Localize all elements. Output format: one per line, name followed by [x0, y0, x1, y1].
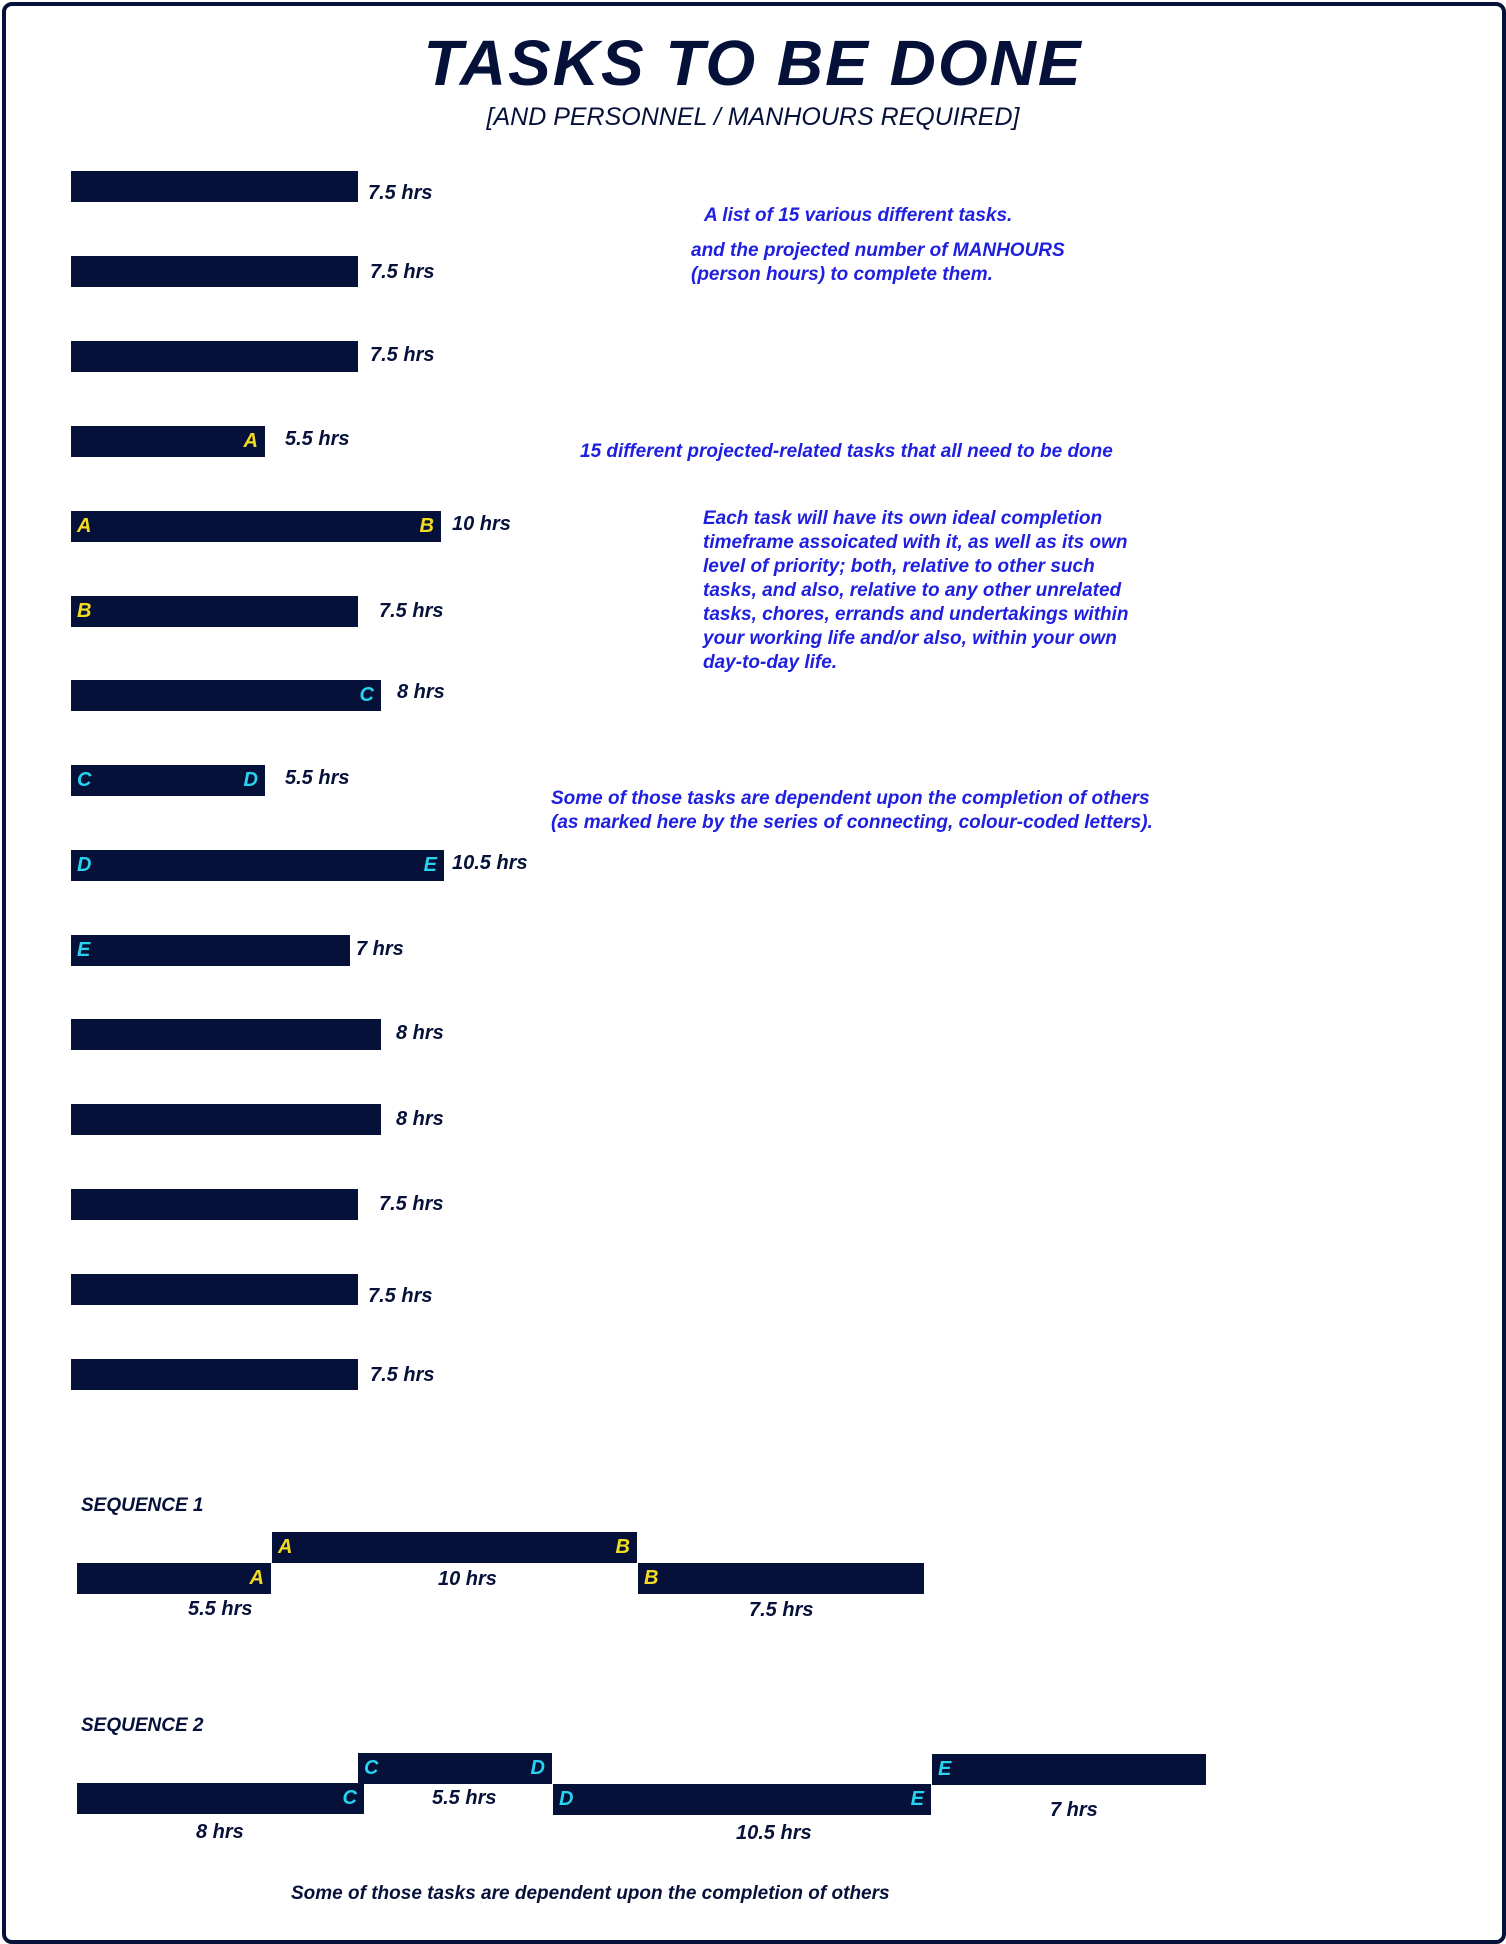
dependency-letter-a: A	[77, 515, 92, 537]
task-hours: 7.5 hrs	[370, 344, 435, 366]
note-dependent-line1: Some of those tasks are dependent upon the completion of others	[551, 788, 1150, 809]
dependency-letter-a: A	[249, 1567, 264, 1589]
dependency-letter-e: E	[910, 1788, 924, 1810]
dependency-letter-b: B	[644, 1567, 659, 1589]
dependency-letter-e: E	[423, 854, 437, 876]
sequence-bar	[77, 1563, 271, 1594]
note-line: timeframe assoicated with it, as well as its own	[703, 532, 1128, 553]
task-hours: 7.5 hrs	[379, 1193, 444, 1215]
sequence-bar	[358, 1753, 552, 1784]
dependency-letter-a: A	[278, 1536, 293, 1558]
task-bar	[71, 426, 265, 457]
sequence-1-label: SEQUENCE 1	[81, 1495, 204, 1516]
task-bar	[71, 850, 444, 881]
dependency-letter-c: C	[342, 1787, 357, 1809]
sequence-hours: 5.5 hrs	[188, 1598, 253, 1620]
task-bar	[71, 1189, 358, 1220]
task-hours: 7.5 hrs	[368, 1285, 433, 1307]
task-hours: 7.5 hrs	[368, 182, 433, 204]
task-hours: 7.5 hrs	[370, 1364, 435, 1386]
page-frame	[2, 2, 1506, 1944]
dependency-letter-d: D	[77, 854, 92, 876]
note-line: Each task will have its own ideal completion	[703, 508, 1103, 529]
task-bar	[71, 1019, 381, 1050]
sequence-hours: 7 hrs	[1050, 1799, 1098, 1821]
task-bar	[71, 1359, 358, 1390]
page-subtitle: [AND PERSONNEL / MANHOURS REQUIRED]	[486, 103, 1020, 131]
dependency-letter-d: D	[559, 1788, 574, 1810]
dependency-letter-e: E	[938, 1758, 952, 1780]
dependency-letter-b: B	[419, 515, 434, 537]
task-hours: 8 hrs	[396, 1108, 444, 1130]
task-bar	[71, 935, 350, 966]
note-line: tasks, chores, errands and undertakings within	[703, 604, 1129, 625]
note-line: day-to-day life.	[703, 652, 838, 673]
note-line: level of priority; both, relative to other such	[703, 556, 1095, 577]
task-bar	[71, 171, 358, 202]
sequence-bar	[77, 1783, 364, 1814]
task-hours: 5.5 hrs	[285, 428, 350, 450]
footer-note: Some of those tasks are dependent upon the completion of others	[291, 1883, 890, 1904]
dependency-letter-e: E	[77, 939, 91, 961]
sequence-2-label: SEQUENCE 2	[81, 1715, 204, 1736]
task-hours: 7.5 hrs	[379, 600, 444, 622]
dependency-letter-a: A	[243, 430, 258, 452]
note-fifteen-tasks: 15 different projected-related tasks that all need to be done	[580, 441, 1113, 462]
task-bar	[71, 680, 381, 711]
task-bar	[71, 1274, 358, 1305]
task-hours: 7 hrs	[356, 938, 404, 960]
note-line: tasks, and also, relative to any other unrelated	[703, 580, 1122, 601]
dependency-letter-c: C	[364, 1757, 379, 1779]
task-bar	[71, 256, 358, 287]
sequence-hours: 10.5 hrs	[736, 1822, 812, 1844]
page-title: TASKS TO BE DONE	[423, 27, 1083, 99]
task-bar	[71, 511, 441, 542]
dependency-letter-d: D	[243, 769, 258, 791]
note-line: your working life and/or also, within your own	[703, 628, 1117, 649]
sequence-bar	[272, 1532, 637, 1563]
task-hours: 8 hrs	[397, 681, 445, 703]
sequence-hours: 10 hrs	[438, 1568, 497, 1590]
dependency-letter-c: C	[359, 684, 374, 706]
note-dependent-line2: (as marked here by the series of connecting, colour-coded letters).	[551, 812, 1153, 833]
dependency-letter-c: C	[77, 769, 92, 791]
dependency-letter-b: B	[77, 600, 92, 622]
sequence-hours: 5.5 hrs	[432, 1787, 497, 1809]
task-bar	[71, 341, 358, 372]
dependency-letter-b: B	[615, 1536, 630, 1558]
sequence-bar	[553, 1784, 931, 1815]
dependency-letter-d: D	[530, 1757, 545, 1779]
sequence-bar	[638, 1563, 924, 1594]
task-hours: 10 hrs	[452, 513, 511, 535]
note-manhours-line2: (person hours) to complete them.	[691, 264, 993, 285]
sequence-hours: 8 hrs	[196, 1821, 244, 1843]
task-bar	[71, 765, 265, 796]
task-hours: 8 hrs	[396, 1022, 444, 1044]
task-bar	[71, 596, 358, 627]
sequence-bar	[932, 1754, 1206, 1785]
task-hours: 10.5 hrs	[452, 852, 528, 874]
note-list-intro: A list of 15 various different tasks.	[704, 205, 1013, 226]
sequence-hours: 7.5 hrs	[749, 1599, 814, 1621]
note-manhours-line1: and the projected number of MANHOURS	[691, 240, 1065, 261]
task-bar	[71, 1104, 381, 1135]
task-hours: 5.5 hrs	[285, 767, 350, 789]
task-hours: 7.5 hrs	[370, 261, 435, 283]
